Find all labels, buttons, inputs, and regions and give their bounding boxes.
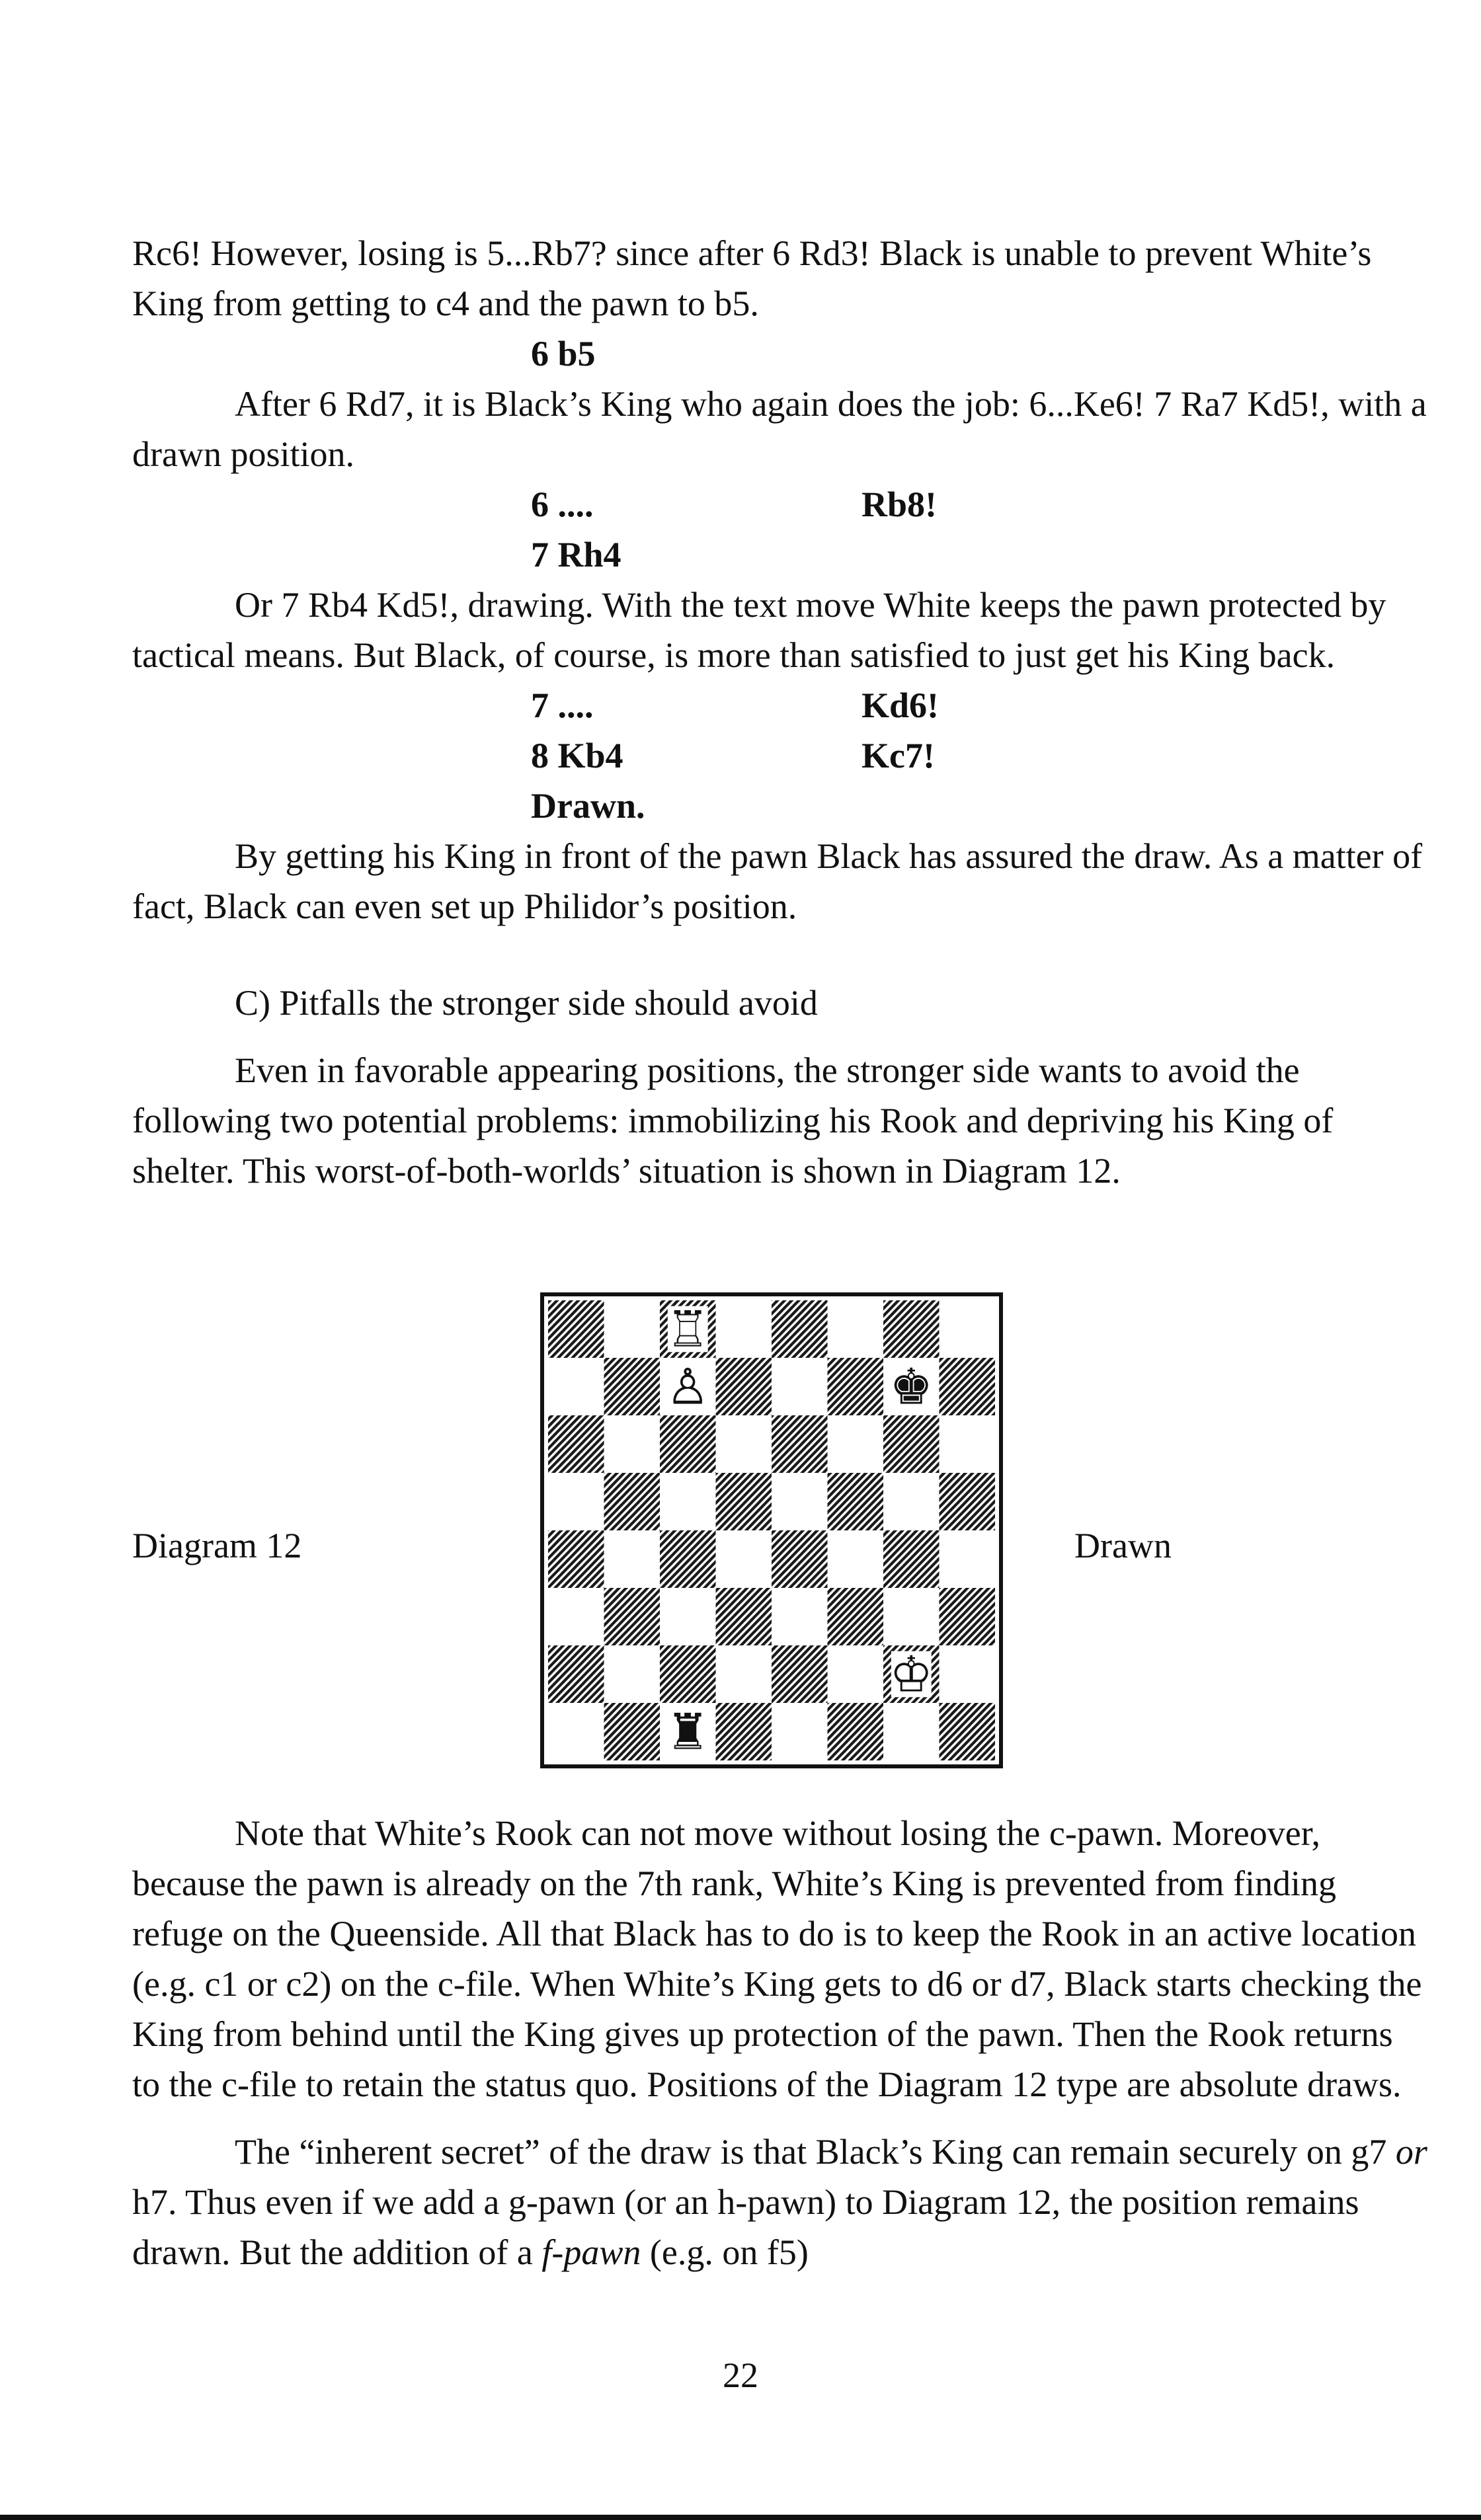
square-d7 bbox=[716, 1358, 772, 1415]
square-g1 bbox=[883, 1703, 940, 1760]
diagram-result: Drawn bbox=[1074, 1526, 1172, 1565]
move-line-6 bbox=[132, 329, 1428, 379]
square-b5 bbox=[604, 1473, 660, 1530]
square-f3 bbox=[828, 1588, 884, 1645]
square-f4 bbox=[828, 1530, 884, 1588]
square-h5 bbox=[940, 1473, 996, 1530]
square-f7 bbox=[828, 1358, 884, 1415]
square-f1 bbox=[828, 1703, 884, 1760]
square-f8 bbox=[828, 1300, 884, 1358]
bottom-rule bbox=[0, 2515, 1481, 2520]
square-h4 bbox=[940, 1530, 996, 1588]
square-b6 bbox=[604, 1415, 660, 1473]
square-g6 bbox=[883, 1415, 940, 1473]
paragraph-3: Or 7 Rb4 Kd5!, drawing. With the text move White keeps the pawn protected by tactical means. But Black, of course, is more than satisfied to just get his King back. bbox=[132, 585, 1386, 675]
square-d8 bbox=[716, 1300, 772, 1358]
diagram-caption: Diagram 12 bbox=[132, 1526, 302, 1565]
square-f5 bbox=[828, 1473, 884, 1530]
square-d4 bbox=[716, 1530, 772, 1588]
square-e3 bbox=[772, 1588, 828, 1645]
square-d1 bbox=[716, 1703, 772, 1760]
square-e1 bbox=[772, 1703, 828, 1760]
square-c2 bbox=[660, 1645, 716, 1703]
result-line bbox=[132, 781, 1428, 831]
move-line-7 bbox=[132, 530, 1428, 580]
chess-board bbox=[540, 1292, 1003, 1768]
p7-or: or bbox=[1395, 2132, 1427, 2172]
square-h3 bbox=[940, 1588, 996, 1645]
paragraph-7 bbox=[132, 2127, 1428, 2277]
square-a5 bbox=[548, 1473, 604, 1530]
square-b2 bbox=[604, 1645, 660, 1703]
square-e6 bbox=[772, 1415, 828, 1473]
move-white: 6 b5 bbox=[531, 334, 596, 374]
paragraph-1: Rc6! However, losing is 5...Rb7? since after 6 Rd3! Black is unable to prevent White’s King from getting to c4 and the pawn to b5. bbox=[132, 233, 1372, 323]
move-black: Kc7! bbox=[861, 736, 935, 775]
square-d5 bbox=[716, 1473, 772, 1530]
square-g3 bbox=[883, 1588, 940, 1645]
chess-board-graphic bbox=[548, 1300, 995, 1760]
paragraph-4: By getting his King in front of the pawn Black has assured the draw. As a matter of fact, Black can even set up Philidor’s position. bbox=[132, 836, 1423, 926]
white-pawn-icon: ♙ bbox=[666, 1358, 709, 1416]
square-d6 bbox=[716, 1415, 772, 1473]
move-line-7-reply bbox=[132, 680, 1428, 730]
square-f2 bbox=[828, 1645, 884, 1703]
move-line-6-reply bbox=[132, 479, 1428, 530]
move-white: 7 .... bbox=[531, 686, 594, 725]
p7-f-pawn: f-pawn bbox=[541, 2232, 641, 2272]
square-h7 bbox=[940, 1358, 996, 1415]
white-king-icon: ♔ bbox=[889, 1646, 933, 1704]
paragraph-5: Even in favorable appearing positions, the stronger side wants to avoid the following two potential problems: immobilizing his Rook and depriving his King of shelter. This worst-of-both-worlds’ situation is shown in Diagram 12. bbox=[132, 1050, 1334, 1191]
paragraph-2: After 6 Rd7, it is Black’s King who again does the job: 6...Ke6! 7 Ra7 Kd5!, with a drawn position. bbox=[132, 384, 1427, 474]
square-c6 bbox=[660, 1415, 716, 1473]
square-b3 bbox=[604, 1588, 660, 1645]
p7-mid: h7. Thus even if we add a g-pawn (or an h-pawn) to Diagram 12, the position remains drawn. But the addition of a bbox=[132, 2182, 1359, 2272]
square-b1 bbox=[604, 1703, 660, 1760]
move-white: 6 .... bbox=[531, 485, 594, 524]
black-king-icon: ♚ bbox=[889, 1358, 933, 1416]
square-c3 bbox=[660, 1588, 716, 1645]
square-c5 bbox=[660, 1473, 716, 1530]
square-a6 bbox=[548, 1415, 604, 1473]
page-body-lower bbox=[132, 1808, 1428, 2277]
square-b7 bbox=[604, 1358, 660, 1415]
square-h8 bbox=[940, 1300, 996, 1358]
square-c4 bbox=[660, 1530, 716, 1588]
result-drawn: Drawn. bbox=[531, 786, 645, 826]
white-rook-icon: ♖ bbox=[666, 1301, 709, 1358]
square-d3 bbox=[716, 1588, 772, 1645]
move-black: Kd6! bbox=[861, 686, 940, 725]
move-white: 7 Rh4 bbox=[531, 535, 621, 574]
square-a7 bbox=[548, 1358, 604, 1415]
square-g4 bbox=[883, 1530, 940, 1588]
p7-start: The “inherent secret” of the draw is that Black’s King can remain securely on g7 bbox=[235, 2132, 1396, 2172]
square-e7 bbox=[772, 1358, 828, 1415]
square-a8 bbox=[548, 1300, 604, 1358]
square-g5 bbox=[883, 1473, 940, 1530]
square-a4 bbox=[548, 1530, 604, 1588]
section-heading: C) Pitfalls the stronger side should avoid bbox=[235, 983, 818, 1023]
square-g8 bbox=[883, 1300, 940, 1358]
p7-end: (e.g. on f5) bbox=[641, 2232, 809, 2272]
page-body bbox=[132, 228, 1428, 1196]
move-line-8 bbox=[132, 730, 1428, 781]
square-d2 bbox=[716, 1645, 772, 1703]
square-a1 bbox=[548, 1703, 604, 1760]
square-f6 bbox=[828, 1415, 884, 1473]
diagram-12 bbox=[132, 1292, 1428, 1775]
move-white: 8 Kb4 bbox=[531, 736, 623, 775]
square-e5 bbox=[772, 1473, 828, 1530]
square-h6 bbox=[940, 1415, 996, 1473]
paragraph-6: Note that White’s Rook can not move without losing the c-pawn. Moreover, because the pawn is already on the 7th rank, White’s King is prevented from finding refuge on the Queenside. All that Black has to do is to keep the Rook in an active location (e.g. c1 or c2) on the c-file. When White’s King gets to d6 or d7, Black starts checking the King from behind until the King gives up protection of the pawn. Then the Rook returns to the c-file to retain the status quo. Positions of the Diagram 12 type are absolute draws. bbox=[132, 1813, 1422, 2104]
square-b8 bbox=[604, 1300, 660, 1358]
move-black: Rb8! bbox=[861, 485, 938, 524]
square-h2 bbox=[940, 1645, 996, 1703]
black-rook-icon: ♜ bbox=[666, 1704, 709, 1760]
square-e8 bbox=[772, 1300, 828, 1358]
square-e4 bbox=[772, 1530, 828, 1588]
square-a2 bbox=[548, 1645, 604, 1703]
square-e2 bbox=[772, 1645, 828, 1703]
square-a3 bbox=[548, 1588, 604, 1645]
square-b4 bbox=[604, 1530, 660, 1588]
page-number: 22 bbox=[723, 2355, 758, 2395]
square-h1 bbox=[940, 1703, 996, 1760]
